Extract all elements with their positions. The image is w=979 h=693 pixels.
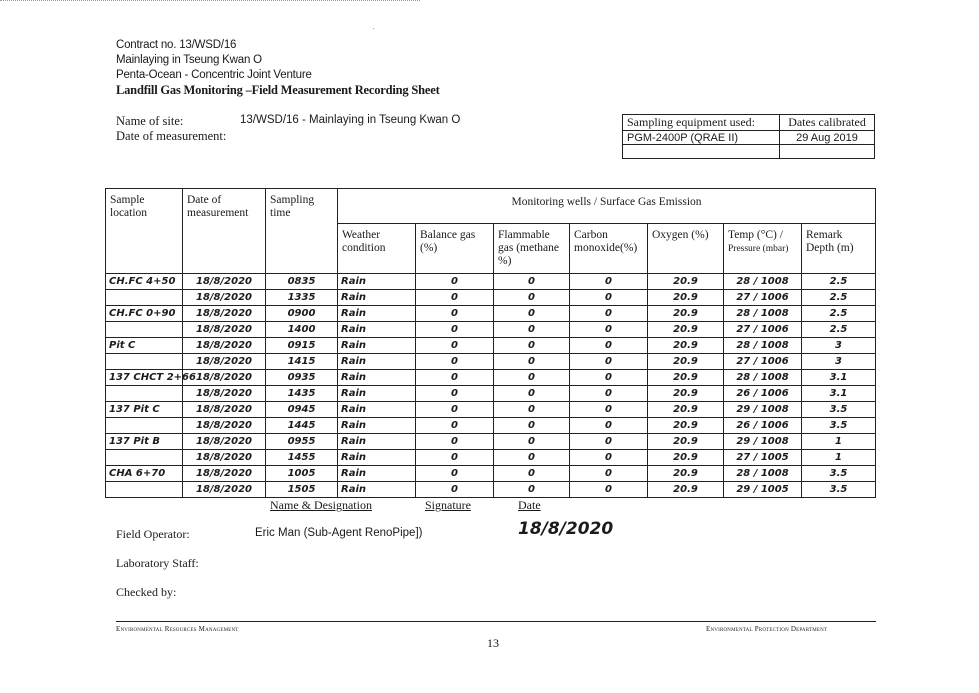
date-cell: 18/8/2020: [183, 386, 266, 402]
time-cell: 1335: [266, 290, 338, 306]
header-flammable: Flammable gas (methane %): [494, 224, 570, 274]
table-row: [106, 434, 876, 450]
temp-pressure-cell: 26 / 1006: [724, 386, 802, 402]
remark-cell: 3: [802, 354, 876, 370]
flammable-cell: 0: [494, 322, 570, 338]
co-cell: 0: [570, 306, 648, 322]
laboratory-staff-label: Laboratory Staff:: [116, 556, 199, 570]
weather-cell: Rain: [338, 434, 416, 450]
time-cell: 1400: [266, 322, 338, 338]
co-cell: 0: [570, 290, 648, 306]
temp-pressure-cell: 27 / 1006: [724, 322, 802, 338]
location-cell: 137 Pit C: [106, 402, 183, 418]
site-name-value: 13/WSD/16 - Mainlaying in Tseung Kwan O: [240, 114, 461, 126]
contract-number: Contract no. 13/WSD/16: [116, 39, 237, 51]
location-cell: [106, 322, 183, 338]
table-row: [106, 466, 876, 482]
equipment-table: [622, 114, 875, 159]
balance-cell: 0: [416, 402, 494, 418]
header-time: Sampling time: [266, 189, 338, 274]
table-row: [106, 450, 876, 466]
remark-cell: 3.5: [802, 466, 876, 482]
date-cell: 18/8/2020: [183, 418, 266, 434]
weather-cell: Rain: [338, 338, 416, 354]
oxygen-cell: 20.9: [648, 466, 724, 482]
remark-cell: 2.5: [802, 274, 876, 290]
table-row: [106, 402, 876, 418]
date-cell: 18/8/2020: [183, 434, 266, 450]
footer-left: Environmental Resources Management: [116, 625, 239, 633]
weather-cell: Rain: [338, 482, 416, 498]
balance-cell: 0: [416, 434, 494, 450]
field-operator-name: Eric Man (Sub-Agent RenoPipe]): [255, 527, 423, 539]
flammable-cell: 0: [494, 418, 570, 434]
co-cell: 0: [570, 434, 648, 450]
remark-cell: 1: [802, 450, 876, 466]
checked-by-label: Checked by:: [116, 585, 177, 599]
weather-cell: Rain: [338, 290, 416, 306]
time-cell: 0835: [266, 274, 338, 290]
remark-cell: 2.5: [802, 306, 876, 322]
balance-cell: 0: [416, 418, 494, 434]
co-cell: 0: [570, 386, 648, 402]
signature-label: Signature: [425, 498, 471, 512]
table-row: [106, 482, 876, 498]
date-cell: 18/8/2020: [183, 338, 266, 354]
balance-cell: 0: [416, 306, 494, 322]
co-cell: 0: [570, 450, 648, 466]
table-row: [106, 354, 876, 370]
location-cell: [106, 418, 183, 434]
oxygen-cell: 20.9: [648, 290, 724, 306]
date-cell: 18/8/2020: [183, 370, 266, 386]
location-cell: CH.FC 4+50: [106, 274, 183, 290]
equipment-empty-cell: [623, 145, 780, 159]
balance-cell: 0: [416, 354, 494, 370]
date-cell: 18/8/2020: [183, 450, 266, 466]
temp-pressure-cell: 27 / 1005: [724, 450, 802, 466]
header-group: Monitoring wells / Surface Gas Emission: [338, 189, 876, 224]
oxygen-cell: 20.9: [648, 450, 724, 466]
co-cell: 0: [570, 354, 648, 370]
equipment-value: PGM-2400P (QRAE II): [623, 131, 780, 145]
date-cell: 18/8/2020: [183, 306, 266, 322]
oxygen-cell: 20.9: [648, 322, 724, 338]
flammable-cell: 0: [494, 354, 570, 370]
weather-cell: Rain: [338, 370, 416, 386]
weather-cell: Rain: [338, 274, 416, 290]
temp-pressure-cell: 28 / 1008: [724, 306, 802, 322]
flammable-cell: 0: [494, 482, 570, 498]
weather-cell: Rain: [338, 450, 416, 466]
site-labels: [116, 114, 226, 144]
temp-pressure-cell: 27 / 1006: [724, 290, 802, 306]
balance-cell: 0: [416, 466, 494, 482]
table-row: [106, 274, 876, 290]
co-cell: 0: [570, 466, 648, 482]
name-designation-label: Name & Designation: [270, 498, 372, 512]
remark-cell: 3: [802, 338, 876, 354]
weather-cell: Rain: [338, 418, 416, 434]
balance-cell: 0: [416, 274, 494, 290]
remark-cell: 3.1: [802, 370, 876, 386]
table-row: [106, 370, 876, 386]
header-date: Date of measurement: [183, 189, 266, 274]
temp-pressure-cell: 29 / 1005: [724, 482, 802, 498]
balance-cell: 0: [416, 370, 494, 386]
contractor-name: Penta-Ocean - Concentric Joint Venture: [116, 69, 312, 81]
oxygen-cell: 20.9: [648, 354, 724, 370]
location-cell: [106, 354, 183, 370]
location-cell: [106, 482, 183, 498]
date-cell: 18/8/2020: [183, 322, 266, 338]
time-cell: 1505: [266, 482, 338, 498]
oxygen-cell: 20.9: [648, 338, 724, 354]
flammable-cell: 0: [494, 386, 570, 402]
temp-pressure-cell: 28 / 1008: [724, 274, 802, 290]
temp-pressure-cell: 28 / 1008: [724, 338, 802, 354]
sheet-title: Landfill Gas Monitoring –Field Measurement Recording Sheet: [116, 83, 440, 97]
oxygen-cell: 20.9: [648, 370, 724, 386]
date-cell: 18/8/2020: [183, 466, 266, 482]
weather-cell: Rain: [338, 306, 416, 322]
footer-rule: [116, 621, 876, 622]
weather-cell: Rain: [338, 402, 416, 418]
time-cell: 1415: [266, 354, 338, 370]
weather-cell: Rain: [338, 322, 416, 338]
location-cell: [106, 386, 183, 402]
flammable-cell: 0: [494, 466, 570, 482]
remark-cell: 3.5: [802, 482, 876, 498]
date-cell: 18/8/2020: [183, 290, 266, 306]
temp-pressure-cell: 29 / 1008: [724, 402, 802, 418]
oxygen-cell: 20.9: [648, 306, 724, 322]
table-row: [106, 306, 876, 322]
location-cell: CH.FC 0+90: [106, 306, 183, 322]
table-row: [106, 386, 876, 402]
page-number: 13: [487, 636, 499, 650]
co-cell: 0: [570, 338, 648, 354]
header-remark: Remark Depth (m): [802, 224, 876, 274]
equipment-empty-cell: [780, 145, 875, 159]
time-cell: 1435: [266, 386, 338, 402]
oxygen-cell: 20.9: [648, 386, 724, 402]
oxygen-cell: 20.9: [648, 482, 724, 498]
oxygen-cell: 20.9: [648, 274, 724, 290]
remark-cell: 2.5: [802, 290, 876, 306]
equipment-header: Sampling equipment used:: [623, 115, 780, 131]
date-cell: 18/8/2020: [183, 354, 266, 370]
project-name: Mainlaying in Tseung Kwan O: [116, 54, 262, 66]
location-cell: Pit C: [106, 338, 183, 354]
footer-right: Environmental Protection Department: [706, 625, 828, 633]
balance-cell: 0: [416, 338, 494, 354]
date-cell: 18/8/2020: [183, 274, 266, 290]
table-row: [106, 322, 876, 338]
flammable-cell: 0: [494, 274, 570, 290]
time-cell: 0945: [266, 402, 338, 418]
time-cell: 1445: [266, 418, 338, 434]
flammable-cell: 0: [494, 338, 570, 354]
flammable-cell: 0: [494, 402, 570, 418]
weather-cell: Rain: [338, 354, 416, 370]
document-header: [116, 38, 440, 98]
header-temp-label: Temp (°C) /: [728, 229, 783, 241]
co-cell: 0: [570, 370, 648, 386]
co-cell: 0: [570, 274, 648, 290]
oxygen-cell: 20.9: [648, 434, 724, 450]
oxygen-cell: 20.9: [648, 402, 724, 418]
co-cell: 0: [570, 402, 648, 418]
temp-pressure-cell: 28 / 1008: [724, 466, 802, 482]
flammable-cell: 0: [494, 370, 570, 386]
flammable-cell: 0: [494, 450, 570, 466]
time-cell: 1455: [266, 450, 338, 466]
location-cell: [106, 450, 183, 466]
weather-cell: Rain: [338, 466, 416, 482]
flammable-cell: 0: [494, 290, 570, 306]
date-cell: 18/8/2020: [183, 402, 266, 418]
balance-cell: 0: [416, 322, 494, 338]
field-operator-date: 18/8/2020: [518, 519, 614, 539]
flammable-cell: 0: [494, 306, 570, 322]
header-oxygen: Oxygen (%): [648, 224, 724, 274]
table-body: [106, 274, 876, 498]
remark-cell: 1: [802, 434, 876, 450]
header-location: Sample location: [106, 189, 183, 274]
remark-cell: 3.1: [802, 386, 876, 402]
remark-cell: 3.5: [802, 402, 876, 418]
co-cell: 0: [570, 418, 648, 434]
co-cell: 0: [570, 322, 648, 338]
table-row: [106, 290, 876, 306]
balance-cell: 0: [416, 386, 494, 402]
scan-edge: [0, 0, 420, 5]
remark-cell: 2.5: [802, 322, 876, 338]
header-co: Carbon monoxide(%): [570, 224, 648, 274]
calibrated-header: Dates calibrated: [780, 115, 875, 131]
scan-mark: ·: [372, 24, 375, 33]
time-cell: 0935: [266, 370, 338, 386]
co-cell: 0: [570, 482, 648, 498]
time-cell: 0915: [266, 338, 338, 354]
balance-cell: 0: [416, 482, 494, 498]
temp-pressure-cell: 26 / 1006: [724, 418, 802, 434]
site-name-label: Name of site:: [116, 114, 184, 128]
header-weather: Weather condition: [338, 224, 416, 274]
monitoring-table: [105, 188, 876, 498]
table-row: [106, 418, 876, 434]
date-label: Date: [518, 498, 541, 512]
location-cell: 137 Pit B: [106, 434, 183, 450]
balance-cell: 0: [416, 290, 494, 306]
header-temp: [724, 224, 802, 274]
temp-pressure-cell: 29 / 1008: [724, 434, 802, 450]
flammable-cell: 0: [494, 434, 570, 450]
header-balance: Balance gas (%): [416, 224, 494, 274]
time-cell: 0955: [266, 434, 338, 450]
time-cell: 1005: [266, 466, 338, 482]
temp-pressure-cell: 28 / 1008: [724, 370, 802, 386]
location-cell: 137 CHCT 2+66: [106, 370, 183, 386]
calibrated-value: 29 Aug 2019: [780, 131, 875, 145]
balance-cell: 0: [416, 450, 494, 466]
date-cell: 18/8/2020: [183, 482, 266, 498]
measurement-date-label: Date of measurement:: [116, 129, 227, 143]
temp-pressure-cell: 27 / 1006: [724, 354, 802, 370]
oxygen-cell: 20.9: [648, 418, 724, 434]
location-cell: CHA 6+70: [106, 466, 183, 482]
weather-cell: Rain: [338, 386, 416, 402]
remark-cell: 3.5: [802, 418, 876, 434]
location-cell: [106, 290, 183, 306]
time-cell: 0900: [266, 306, 338, 322]
field-operator-label: Field Operator:: [116, 527, 190, 541]
header-pressure-label: Pressure (mbar): [728, 244, 789, 254]
table-row: [106, 338, 876, 354]
